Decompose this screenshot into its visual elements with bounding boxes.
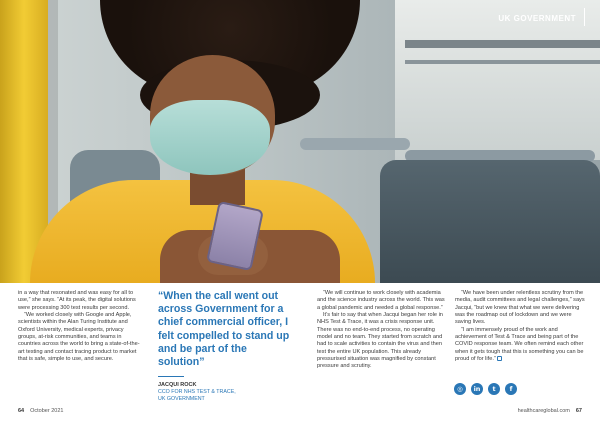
footer-left	[18, 408, 63, 414]
body-column-1	[18, 290, 143, 363]
social-links	[454, 383, 517, 395]
twitter-circle-icon[interactable]: t	[488, 383, 500, 395]
issue-date: October 2021	[30, 408, 64, 414]
paragraph-text: “I am immensely proud of the work and achievement of Test & Trace and being part of the COVID response team. We often remind each other when it gets tough that this is something you can be proud of for life.”	[455, 326, 584, 363]
bus-seat	[380, 160, 600, 283]
window-frame	[405, 40, 600, 48]
paragraph	[455, 327, 585, 364]
body-column-3	[317, 290, 445, 371]
bus-window	[395, 0, 600, 160]
pull-quote-name: JACQUI ROCK	[158, 382, 197, 389]
linkedin-circle-icon[interactable]: in	[471, 383, 483, 395]
section-tag: UK GOVERNMENT	[498, 14, 576, 23]
pull-quote-role: UK GOVERNMENT	[158, 395, 205, 402]
pull-quote-text: “When the call went out across Government for a chief commercial officer, I felt compelled to stand up and be part of the solution”	[158, 290, 290, 369]
paragraph: in a way that resonated and was easy for all to use,” she says. “At its peak, the digital solutions were processing 300 test results per second.	[18, 290, 136, 311]
paragraph: “We have been under relentless scrutiny from the media, audit committees and legal challenges,” says Jacqui, “but we knew that what we were delivering was the roadmap out of lockdown and we were saving lives.	[455, 290, 585, 326]
end-mark-icon	[497, 356, 502, 361]
face-mask	[150, 100, 270, 175]
footer-right	[518, 408, 582, 414]
section-divider	[584, 8, 585, 26]
seat-rail	[300, 138, 410, 150]
share-icon[interactable]: ◎	[454, 383, 466, 395]
window-frame	[405, 60, 600, 64]
page-number: 64	[18, 408, 25, 414]
pull-quote-rule	[158, 376, 184, 377]
pull-quote-role: CCO FOR NHS TEST & TRACE,	[158, 389, 236, 396]
paragraph: “We will continue to work closely with academia and the science industry across the world. This was a global pandemic and needed a global response.”	[317, 290, 445, 311]
site-url[interactable]: healthcareglobal.com	[517, 408, 570, 414]
pull-quote	[158, 290, 293, 402]
page-number: 67	[575, 408, 582, 414]
facebook-icon[interactable]: f	[505, 383, 517, 395]
body-column-4	[455, 290, 585, 363]
paragraph: “We worked closely with Google and Apple, scientists within the Alan Turing Institute and Oxford University, medical experts, privacy groups, at-risk communities, and teams in countries across the world to bring a state-of-the-art testing and contact tracing product to market that is safe, simple to use, and secure.	[18, 312, 140, 363]
paragraph: It’s fair to say that when Jacqui began her role in NHS Test & Trace, it was a crisis response unit. There was no end-to-end process, no operating model and no team. They started from scratch and had to scale activities to contain the virus and then test the entire UK population. This already pressurised situation was magnified by constant pressure and scrutiny.	[317, 312, 443, 370]
